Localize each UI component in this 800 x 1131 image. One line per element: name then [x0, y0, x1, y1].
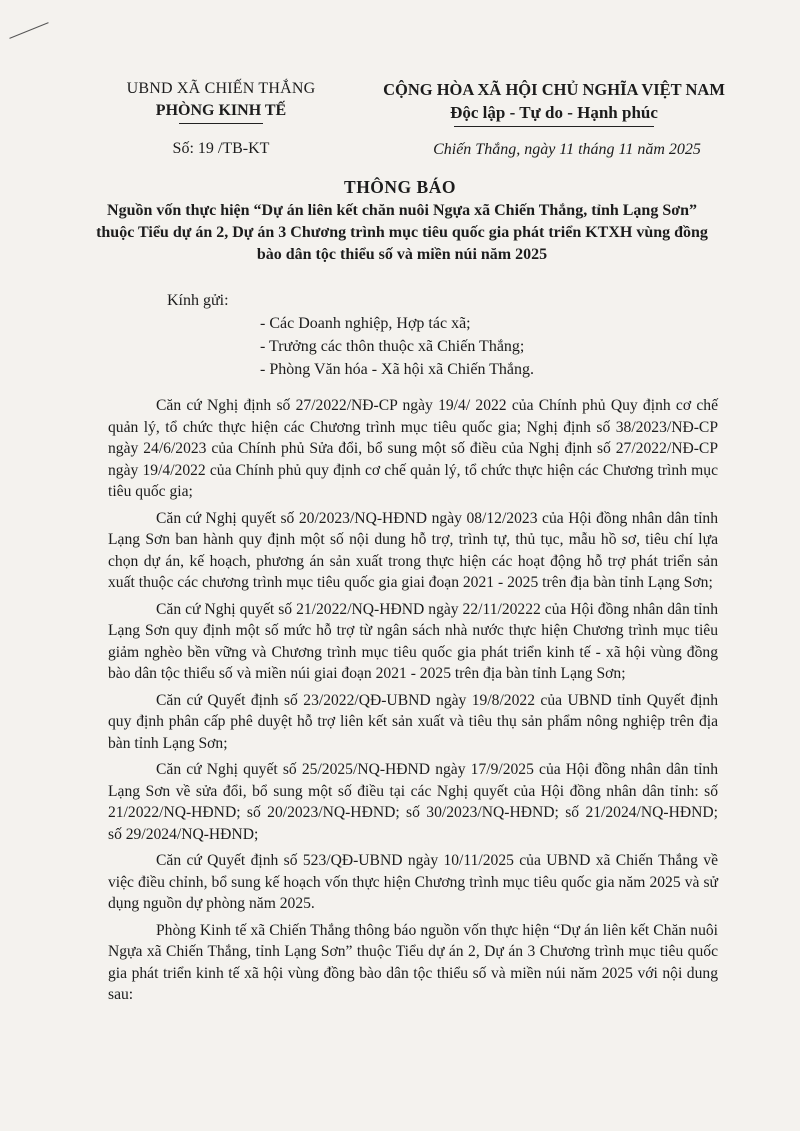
document-body [108, 395, 718, 1011]
body-paragraph: Căn cứ Quyết định số 523/QĐ-UBND ngày 10/11/2025 của UBND xã Chiến Thắng về việc điều chỉnh, bổ sung kế hoạch vốn thực hiện Chương trình mục tiêu quốc gia năm 2025 và sử dụng nguồn dự phòng năm 2025. [108, 852, 718, 912]
motto-underline [454, 126, 654, 127]
recipients-label: Kính gửi: [167, 292, 229, 309]
recipient-item: - Các Doanh nghiệp, Hợp tác xã; [260, 315, 471, 332]
recipients-block [167, 289, 687, 381]
issuer-block [96, 78, 346, 160]
body-paragraph: Phòng Kinh tế xã Chiến Thắng thông báo nguồn vốn thực hiện “Dự án liên kết Chăn nuôi Ngựa xã Chiến Thắng, tỉnh Lạng Sơn” thuộc Tiểu dự án 2, Dự án 3 Chương trình mục tiêu quốc gia phát triển kinh tế xã hội vùng đồng bào dân tộc thiểu số và miền núi năm 2025 với nội dung sau: [108, 921, 718, 1003]
national-motto: Độc lập - Tự do - Hạnh phúc [450, 103, 658, 122]
body-paragraph: Căn cứ Nghị quyết số 25/2025/NQ-HĐND ngày 17/9/2025 của Hội đồng nhân dân tỉnh Lạng Sơn về sửa đổi, bổ sung một số điều tại các Nghị quyết của Hội đồng nhân dân tỉnh: số 21/2022/NQ-HĐND; số 20/2023/NQ-HĐND; số 30/2023/NQ-HĐND; số 21/2024/NQ-HĐND; số 29/2024/NQ-HĐND; [108, 761, 718, 843]
body-paragraph: Căn cứ Nghị quyết số 20/2023/NQ-HĐND ngày 08/12/2023 của Hội đồng nhân dân tỉnh Lạng Sơn ban hành quy định một số nội dung hỗ trợ, trình tự, thủ tục, mẫu hồ sơ, tiêu chí lựa chọn dự án, kế hoạch, phương án sản xuất trong thực hiện các hoạt động hỗ trợ phát triển sản xuất thuộc các chương trình mục tiêu quốc gia giai đoạn 2021 - 2025 trên địa bàn tỉnh Lạng Sơn; [108, 509, 718, 591]
document-title: THÔNG BÁO [344, 177, 456, 197]
recipient-item: - Trưởng các thôn thuộc xã Chiến Thắng; [260, 338, 525, 355]
scan-mark [9, 22, 48, 39]
issuer-underline [179, 123, 263, 124]
national-header [378, 78, 730, 127]
issuer-department: PHÒNG KINH TẾ [155, 102, 287, 119]
body-paragraph: Căn cứ Nghị quyết số 21/2022/NQ-HĐND ngày 22/11/20222 của Hội đồng nhân dân tỉnh Lạng Sơn quy định một số mức hỗ trợ từ ngân sách nhà nước thực hiện Chương trình mục tiêu giảm nghèo bền vững và Chương trình mục tiêu quốc gia phát triển kinh tế - xã hội vùng đồng bào dân tộc thiểu số và miền núi giai đoạn 2021 - 2025 trên địa bàn tỉnh Lạng Sơn; [108, 600, 718, 682]
body-paragraph: Căn cứ Quyết định số 23/2022/QĐ-UBND ngày 19/8/2022 của UBND tỉnh Quyết định quy định phân cấp phê duyệt hỗ trợ liên kết sản xuất và tiêu thụ sản phẩm nông nghiệp trên địa bàn tỉnh Lạng Sơn; [108, 691, 718, 752]
document-subtitle: Nguồn vốn thực hiện “Dự án liên kết chăn nuôi Ngựa xã Chiến Thắng, tỉnh Lạng Sơn” thuộc Tiểu dự án 2, Dự án 3 Chương trình mục tiêu quốc gia phát triển KTXH vùng đồng bào dân tộc thiểu số và miền núi năm 2025 [96, 202, 708, 263]
recipient-item: - Phòng Văn hóa - Xã hội xã Chiến Thắng. [260, 361, 535, 378]
country-name: CỘNG HÒA XÃ HỘI CHỦ NGHĨA VIỆT NAM [383, 80, 725, 99]
recipients-list [167, 312, 687, 381]
document-number: Số: 19 /TB-KT [172, 140, 270, 157]
body-paragraph: Căn cứ Nghị định số 27/2022/NĐ-CP ngày 19/4/ 2022 của Chính phủ Quy định cơ chế quản lý, tổ chức thực hiện các Chương trình mục tiêu quốc gia; Nghị định số 38/2023/NĐ-CP ngày 24/6/2023 của Chính phủ Sửa đổi, bổ sung một số điều của Nghị định số 27/2022/NĐ-CP ngày 19/4/2022 của Chính phủ quy định cơ chế quản lý, tổ chức thực hiện các Chương trình mục tiêu quốc gia; [108, 397, 718, 500]
issue-date: Chiến Thắng, ngày 11 tháng 11 năm 2025 [433, 141, 701, 158]
issuer-organization: UBND XÃ CHIẾN THẮNG [126, 80, 316, 97]
